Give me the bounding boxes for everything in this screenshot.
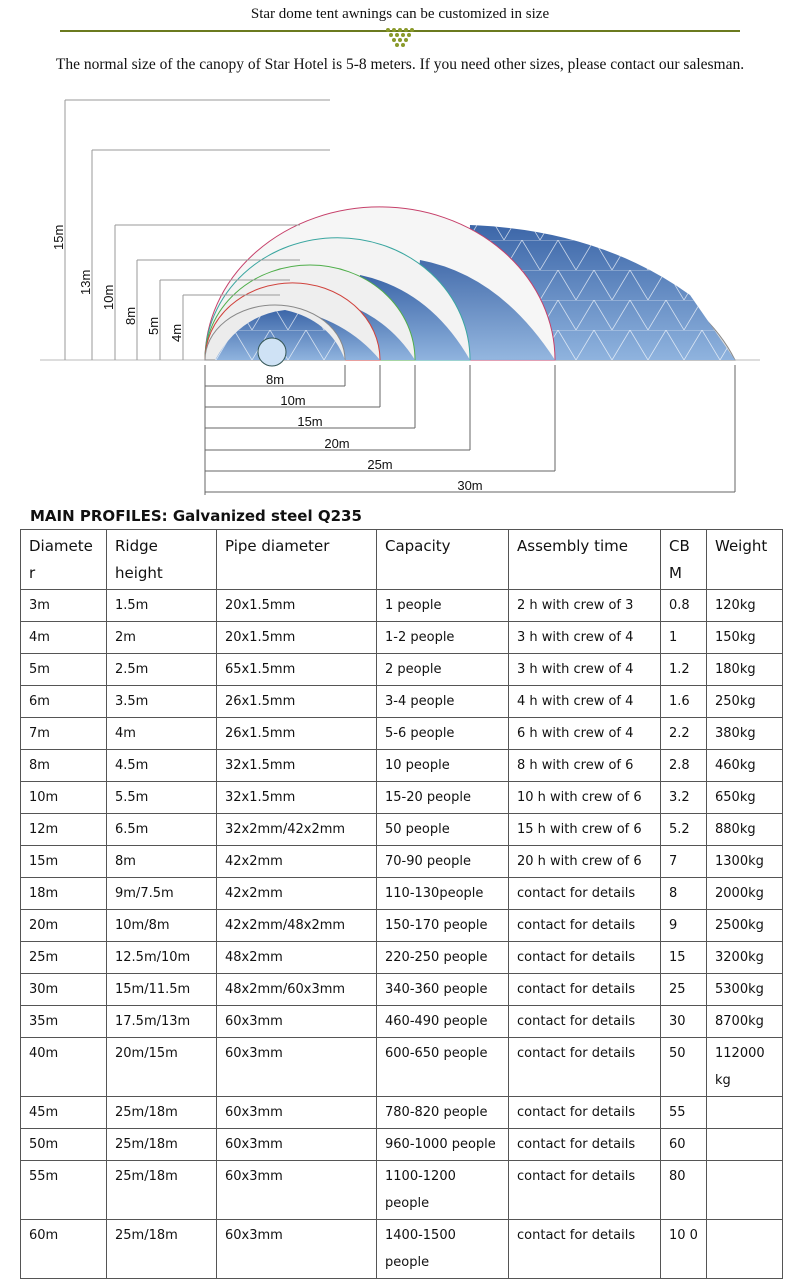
table-cell: 220-250 people (377, 942, 509, 974)
table-cell: 20x1.5mm (217, 590, 377, 622)
table-row (21, 1006, 783, 1038)
width-label-25m: 25m (367, 457, 393, 472)
table-cell: 20m (21, 910, 107, 942)
table-row (21, 782, 783, 814)
table-cell: 4 h with crew of 4 (509, 686, 661, 718)
table-cell: 26x1.5mm (217, 718, 377, 750)
table-cell: 112000 kg (707, 1038, 783, 1097)
table-cell: 150kg (707, 622, 783, 654)
table-cell: 80 (661, 1161, 707, 1220)
table-cell: 8 h with crew of 6 (509, 750, 661, 782)
table-cell: contact for details (509, 942, 661, 974)
table-cell: 180kg (707, 654, 783, 686)
table-cell: 25m/18m (107, 1097, 217, 1129)
table-cell: 1300kg (707, 846, 783, 878)
table-cell: 5-6 people (377, 718, 509, 750)
table-cell: 2 people (377, 654, 509, 686)
height-label-8m: 8m (123, 306, 138, 325)
table-cell: 9m/7.5m (107, 878, 217, 910)
width-label-10m: 10m (280, 393, 306, 408)
table-cell: 60x3mm (217, 1038, 377, 1097)
table-cell: 3 h with crew of 4 (509, 654, 661, 686)
table-cell: 2.5m (107, 654, 217, 686)
width-label-8m: 8m (265, 372, 285, 387)
table-cell: 2 h with crew of 3 (509, 590, 661, 622)
column-header: Pipe diameter (217, 530, 377, 590)
table-row (21, 1220, 783, 1279)
height-label-15m: 15m (51, 224, 66, 250)
table-cell: 65x1.5mm (217, 654, 377, 686)
table-cell: 1 people (377, 590, 509, 622)
table-cell: 60x3mm (217, 1006, 377, 1038)
width-label-15m: 15m (297, 414, 323, 429)
height-label-10m: 10m (101, 284, 116, 310)
table-cell: 10 h with crew of 6 (509, 782, 661, 814)
table-cell: 60 (661, 1129, 707, 1161)
column-header: Assembly time (509, 530, 661, 590)
table-cell: 0.8 (661, 590, 707, 622)
table-cell: 60x3mm (217, 1129, 377, 1161)
table-cell: 26x1.5mm (217, 686, 377, 718)
table-row (21, 878, 783, 910)
table-row (21, 814, 783, 846)
table-row (21, 974, 783, 1006)
table-cell: 340-360 people (377, 974, 509, 1006)
table-cell: 460kg (707, 750, 783, 782)
table-cell: 4m (107, 718, 217, 750)
table-cell: 32x1.5mm (217, 750, 377, 782)
section-title: MAIN PROFILES: Galvanized steel Q235 (30, 507, 362, 525)
table-row (21, 622, 783, 654)
table-cell: 15m (21, 846, 107, 878)
table-cell: 25m/18m (107, 1129, 217, 1161)
table-cell: 6m (21, 686, 107, 718)
table-body (21, 590, 783, 1279)
table-cell: 8 (661, 878, 707, 910)
table-cell: 15 h with crew of 6 (509, 814, 661, 846)
table-cell: 4m (21, 622, 107, 654)
table-cell: 42x2mm (217, 846, 377, 878)
table-cell: 250kg (707, 686, 783, 718)
table-cell: 780-820 people (377, 1097, 509, 1129)
table-cell: 3200kg (707, 942, 783, 974)
table-cell: 5300kg (707, 974, 783, 1006)
table-cell: 6.5m (107, 814, 217, 846)
width-label-30m: 30m (457, 478, 483, 493)
table-cell (707, 1220, 783, 1279)
table-cell: 50m (21, 1129, 107, 1161)
table-cell: 32x1.5mm (217, 782, 377, 814)
table-cell: 880kg (707, 814, 783, 846)
table-cell: 25 (661, 974, 707, 1006)
table-cell: contact for details (509, 1097, 661, 1129)
table-cell: 5.5m (107, 782, 217, 814)
table-cell: 35m (21, 1006, 107, 1038)
table-cell (707, 1161, 783, 1220)
table-row (21, 718, 783, 750)
table-cell (707, 1129, 783, 1161)
height-label-13m: 13m (78, 269, 93, 295)
table-cell: 50 (661, 1038, 707, 1097)
table-cell: 1.5m (107, 590, 217, 622)
table-cell: 3.2 (661, 782, 707, 814)
table-cell: 7m (21, 718, 107, 750)
intro-text: The normal size of the canopy of Star Hotel is 5-8 meters. If you need other sizes, please contact our salesman. (55, 56, 745, 73)
table-cell (707, 1097, 783, 1129)
table-cell: 20x1.5mm (217, 622, 377, 654)
dome-size-diagram (0, 90, 800, 500)
table-cell: contact for details (509, 974, 661, 1006)
table-cell: 55 (661, 1097, 707, 1129)
table-cell: 55m (21, 1161, 107, 1220)
table-cell: 380kg (707, 718, 783, 750)
column-header: CB M (661, 530, 707, 590)
table-cell: 110-130people (377, 878, 509, 910)
table-cell: 30m (21, 974, 107, 1006)
table-cell: 1400-1500 people (377, 1220, 509, 1279)
table-row (21, 686, 783, 718)
table-row (21, 750, 783, 782)
table-cell: 8700kg (707, 1006, 783, 1038)
table-row (21, 1038, 783, 1097)
table-cell: 120kg (707, 590, 783, 622)
table-cell: 10m (21, 782, 107, 814)
table-cell: 60x3mm (217, 1097, 377, 1129)
table-cell: 9 (661, 910, 707, 942)
table-row (21, 942, 783, 974)
table-cell: 1-2 people (377, 622, 509, 654)
table-cell: 45m (21, 1097, 107, 1129)
table-cell: 2.2 (661, 718, 707, 750)
table-cell: 15 (661, 942, 707, 974)
table-cell: 10 0 (661, 1220, 707, 1279)
table-row (21, 846, 783, 878)
table-cell: 15m/11.5m (107, 974, 217, 1006)
table-cell: 70-90 people (377, 846, 509, 878)
column-header: Diamete r (21, 530, 107, 590)
header-banner (0, 0, 800, 56)
table-cell: 460-490 people (377, 1006, 509, 1038)
table-cell: 960-1000 people (377, 1129, 509, 1161)
height-label-4m: 4m (169, 323, 184, 342)
table-cell: 6 h with crew of 4 (509, 718, 661, 750)
width-label-20m: 20m (324, 436, 350, 451)
table-cell: 60m (21, 1220, 107, 1279)
table-cell: 48x2mm (217, 942, 377, 974)
table-cell: contact for details (509, 1038, 661, 1097)
specs-table (20, 529, 783, 1279)
table-row (21, 1161, 783, 1220)
table-cell: contact for details (509, 1220, 661, 1279)
table-cell: 1.2 (661, 654, 707, 686)
table-cell: contact for details (509, 1161, 661, 1220)
table-cell: contact for details (509, 1129, 661, 1161)
table-cell: 2.8 (661, 750, 707, 782)
table-cell: 40m (21, 1038, 107, 1097)
height-label-5m: 5m (146, 316, 161, 335)
table-cell: 15-20 people (377, 782, 509, 814)
table-cell: 4.5m (107, 750, 217, 782)
column-header: Ridge height (107, 530, 217, 590)
table-cell: 3.5m (107, 686, 217, 718)
table-cell: 150-170 people (377, 910, 509, 942)
table-cell: 1100-1200 people (377, 1161, 509, 1220)
table-cell: contact for details (509, 910, 661, 942)
table-cell: 10 people (377, 750, 509, 782)
table-cell: 25m (21, 942, 107, 974)
table-cell: 42x2mm/48x2mm (217, 910, 377, 942)
table-cell: 5.2 (661, 814, 707, 846)
table-row (21, 910, 783, 942)
table-cell: 60x3mm (217, 1161, 377, 1220)
table-cell: 20 h with crew of 6 (509, 846, 661, 878)
table-cell: 10m/8m (107, 910, 217, 942)
table-cell: 1 (661, 622, 707, 654)
table-cell: 600-650 people (377, 1038, 509, 1097)
table-cell: 2500kg (707, 910, 783, 942)
table-cell: contact for details (509, 878, 661, 910)
table-cell: 2m (107, 622, 217, 654)
table-row (21, 1097, 783, 1129)
table-row (21, 1129, 783, 1161)
table-cell: 18m (21, 878, 107, 910)
table-cell: 12m (21, 814, 107, 846)
table-cell: 8m (21, 750, 107, 782)
table-cell: 650kg (707, 782, 783, 814)
table-cell: 8m (107, 846, 217, 878)
table-cell: 2000kg (707, 878, 783, 910)
table-cell: 1.6 (661, 686, 707, 718)
table-cell: 17.5m/13m (107, 1006, 217, 1038)
table-row (21, 654, 783, 686)
table-cell: 42x2mm (217, 878, 377, 910)
table-cell: 30 (661, 1006, 707, 1038)
dot-ornament-icon (384, 26, 416, 48)
table-cell: 3m (21, 590, 107, 622)
table-row (21, 590, 783, 622)
column-header: Weight (707, 530, 783, 590)
table-cell: 3 h with crew of 4 (509, 622, 661, 654)
banner-title: Star dome tent awnings can be customized in size (250, 6, 550, 22)
table-cell: 25m/18m (107, 1220, 217, 1279)
table-cell: 20m/15m (107, 1038, 217, 1097)
table-cell: contact for details (509, 1006, 661, 1038)
table-cell: 5m (21, 654, 107, 686)
table-cell: 48x2mm/60x3mm (217, 974, 377, 1006)
table-cell: 60x3mm (217, 1220, 377, 1279)
table-cell: 32x2mm/42x2mm (217, 814, 377, 846)
table-cell: 50 people (377, 814, 509, 846)
table-header-row (21, 530, 783, 590)
table-cell: 25m/18m (107, 1161, 217, 1220)
table-cell: 12.5m/10m (107, 942, 217, 974)
table-cell: 3-4 people (377, 686, 509, 718)
table-cell: 7 (661, 846, 707, 878)
column-header: Capacity (377, 530, 509, 590)
